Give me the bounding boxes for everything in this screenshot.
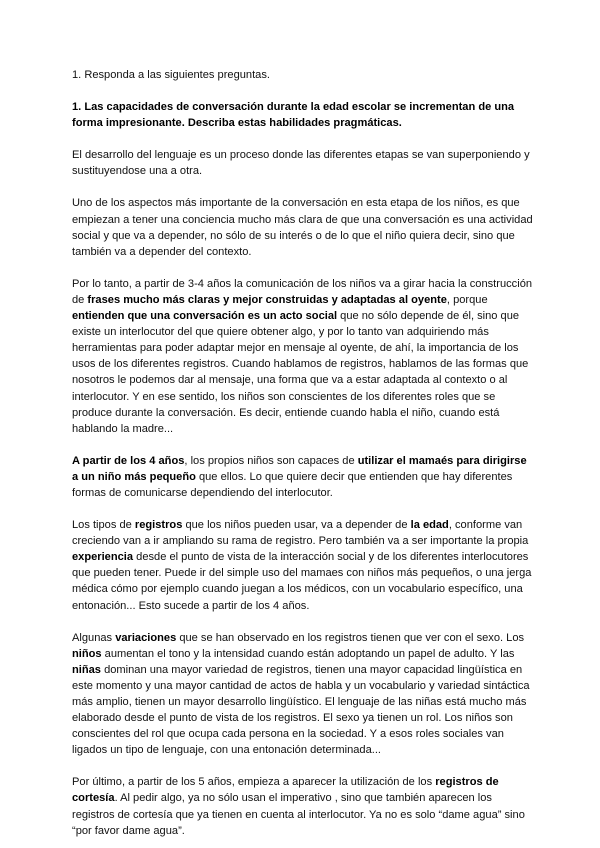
- intro-line: 1. Responda a las siguientes preguntas.: [72, 69, 270, 81]
- text-run: desde el punto de vista de la interacción social y de los diferentes interlocutores que pueden tener. Puede ir del simple uso del mamaes con niños más pequeños, o una jerga médica cómo por ejemplo cuando juegan a los médicos, con un vocabulario específico, una entonación... Esto sucede a partir de los 4 años.: [72, 551, 532, 612]
- question-text: 1. Las capacidades de conversación durante la edad escolar se incrementan de una forma impresionante. Describa estas habilidades pragmáticas.: [72, 101, 515, 130]
- text-run: , porque: [446, 293, 488, 306]
- bold-run: niñas: [72, 663, 101, 676]
- text-run: Por último, a partir de los 5 años, empieza a aparecer la utilización de los: [72, 776, 436, 789]
- bold-run: A partir de los 4 años: [72, 454, 185, 467]
- text-run: . Al pedir algo, ya no sólo usan el imperativo , sino que también aparecen los registros de cortesía que ya tienen en cuenta al interlocutor. Ya no es solo “dame agua” sino “por favor dame agua”.: [72, 792, 525, 837]
- bold-run: registros: [134, 519, 183, 532]
- bold-run: experiencia: [72, 551, 134, 564]
- text-run: aumentan el tono y la intensidad cuando están adoptando un papel de adulto. Y las: [101, 647, 515, 660]
- text-run: , conforme van creciendo van a ir ampliando su rama de registro. Pero también va a ser importante la propia: [72, 519, 529, 548]
- text-run: dominan una mayor variedad de registros, tienen una mayor capacidad lingüística en este momento y una mayor cantidad de actos de habla y un vocabulario y variedad sintáctica más amplio, tienen un mayor desarrollo lingüístico. El lenguaje de las niñas está mucho más elaborado desde el punto de vista de los registros. El sexo ya tienen un rol. Los niños son conscientes del rol que ocupa cada persona en la sociedad. Y a esos roles sociales van ligados un tipo de lenguaje, con una entonación determinada...: [72, 663, 530, 757]
- text-run: Algunas: [72, 631, 116, 644]
- bold-run: registros de cortesía: [72, 776, 499, 805]
- text-run: que no sólo depende de él, sino que existe un interlocutor del que quiere obtener algo, y por lo tanto van adquiriendo más herramientas para poder adaptar mejor en mensaje al oyente, de ahí, la importancia de los usos de los diferentes registros. Cuando hablamos de registros, hablamos de las formas que nosotros le podemos dar al mensaje, una forma que va a estar adaptada al contexto o al interlocutor. Y en ese sentido, los niños son conscientes de los diferentes roles que se produce durante la conversación. Es decir, entiende cuando habla el niño, cuando está hablando la madre...: [72, 310, 529, 435]
- text-run: que los niños pueden usar, va a depender de: [182, 519, 411, 532]
- paragraph-4: [72, 453, 534, 501]
- paragraph-2: Uno de los aspectos más importante de la conversación en esta etapa de los niños, es que empiezan a tener una conciencia mucho más clara de que una conversación es una actividad social y que va a depender, no sólo de su interés o de lo que el niño quiera decir, sino que también va a depender del contexto.: [72, 197, 533, 258]
- bold-run: frases mucho más claras y mejor construidas y adaptadas al oyente: [87, 293, 447, 306]
- bold-run: entienden que una conversación es un acto social: [72, 310, 338, 323]
- paragraph-5: [72, 517, 534, 614]
- question-heading: [72, 99, 534, 131]
- text-run: , los propios niños son capaces de: [184, 454, 358, 467]
- bold-run: la edad: [410, 519, 449, 532]
- paragraph-1: El desarrollo del lenguaje es un proceso donde las diferentes etapas se van superponiendo y sustituyendose una a otra.: [72, 149, 530, 178]
- bold-run: niños: [72, 647, 102, 660]
- paragraph-3: [72, 276, 534, 437]
- paragraph-6: [72, 630, 534, 759]
- text-run: que ellos. Lo que quiere decir que entienden que hay diferentes formas de comunicarse dependiendo del interlocutor.: [72, 470, 513, 499]
- text-run: Los tipos de: [72, 519, 135, 532]
- text-run: Por lo tanto, a partir de 3-4 años la comunicación de los niños va a girar hacia la construcción de: [72, 277, 533, 306]
- bold-run: utilizar el mamaés para dirigirse a un niño más pequeño: [72, 454, 527, 483]
- bold-run: variaciones: [115, 631, 177, 644]
- paragraph-7: [72, 774, 534, 838]
- text-run: que se han observado en los registros tienen que ver con el sexo. Los: [176, 631, 525, 644]
